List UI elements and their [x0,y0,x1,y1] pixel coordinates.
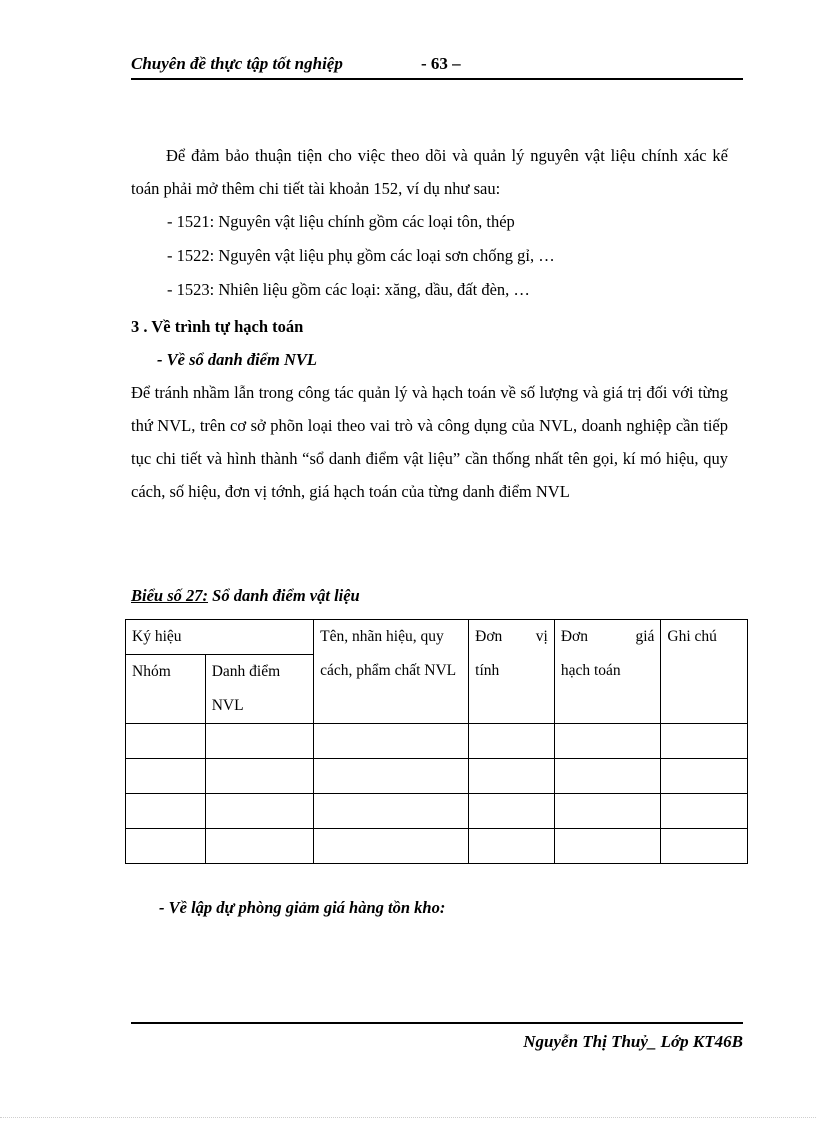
body-paragraph: Để tránh nhầm lẫn trong công tác quản lý và hạch toán về số lượng và giá trị đối với từng thứ NVL, trên cơ sở phõn loại theo vai trò và công dụng của NVL, doanh nghiệp cần tiếp tục chi tiết và hình thành “sổ danh điểm vật liệu” cần thống nhất tên gọi, kí mó hiệu, quy cách, số hiệu, đơn vị tớnh, giá hạch toán của từng danh điểm NVL [131,383,728,501]
document-title: Chuyên đề thực tập tốt nghiệp [131,54,343,73]
header-don-gia-part: Đơn [560,628,588,645]
header-don-vi-part: vị [535,628,548,645]
page-number: - 63 – [421,54,461,73]
page-header [131,52,743,80]
list-item: - 1523: Nhiên liệu gồm các loại: xăng, dầu, đất đèn, … [167,280,530,299]
section-heading: 3 . Về trình tự hạch toán [131,317,304,336]
author-signature: Nguyễn Thị Thuỷ_ Lớp KT46B [523,1032,743,1051]
table-row [126,759,748,794]
header-don-vi [469,620,555,724]
header-ky-hieu: Ký hiệu [126,620,314,655]
table-caption [131,586,360,606]
list-item: - 1521: Nguyên vật liệu chính gồm các loại tôn, thép [167,212,515,231]
header-don-vi-part: Đơn [475,628,503,645]
header-don-gia-part: giá [635,628,655,645]
table-header-row [126,620,748,655]
header-don-gia [554,620,661,724]
list-item: - 1522: Nguyên vật liệu phụ gồm các loại sơn chống gỉ, … [167,246,555,265]
caption-title: Sổ danh điểm vật liệu [212,586,360,605]
header-ten: Tên, nhãn hiệu, quy cách, phẩm chất NVL [314,620,469,724]
table-row [126,794,748,829]
header-nhom: Nhóm [126,655,206,724]
material-catalog-table [125,619,748,864]
account-list [167,205,555,307]
header-don-vi-part: tính [475,662,500,679]
header-danh-diem: Danh điểm NVL [205,655,313,724]
subsection-heading: - Về sổ danh điểm NVL [157,350,317,369]
header-ghi-chu: Ghi chú [661,620,748,724]
table-row [126,724,748,759]
caption-label: Biểu số 27: [131,586,209,605]
table-row [126,829,748,864]
subsection-heading: - Về lập dự phòng giảm giá hàng tồn kho: [159,898,446,917]
page-edge-divider [0,1117,816,1118]
page-footer [131,1022,743,1051]
intro-paragraph: Để đảm bảo thuận tiện cho việc theo dõi và quản lý nguyên vật liệu chính xác kế toán phải mở thêm chi tiết tài khoản 152, ví dụ như sau: [131,146,728,198]
header-don-gia-part: hạch toán [560,662,621,679]
